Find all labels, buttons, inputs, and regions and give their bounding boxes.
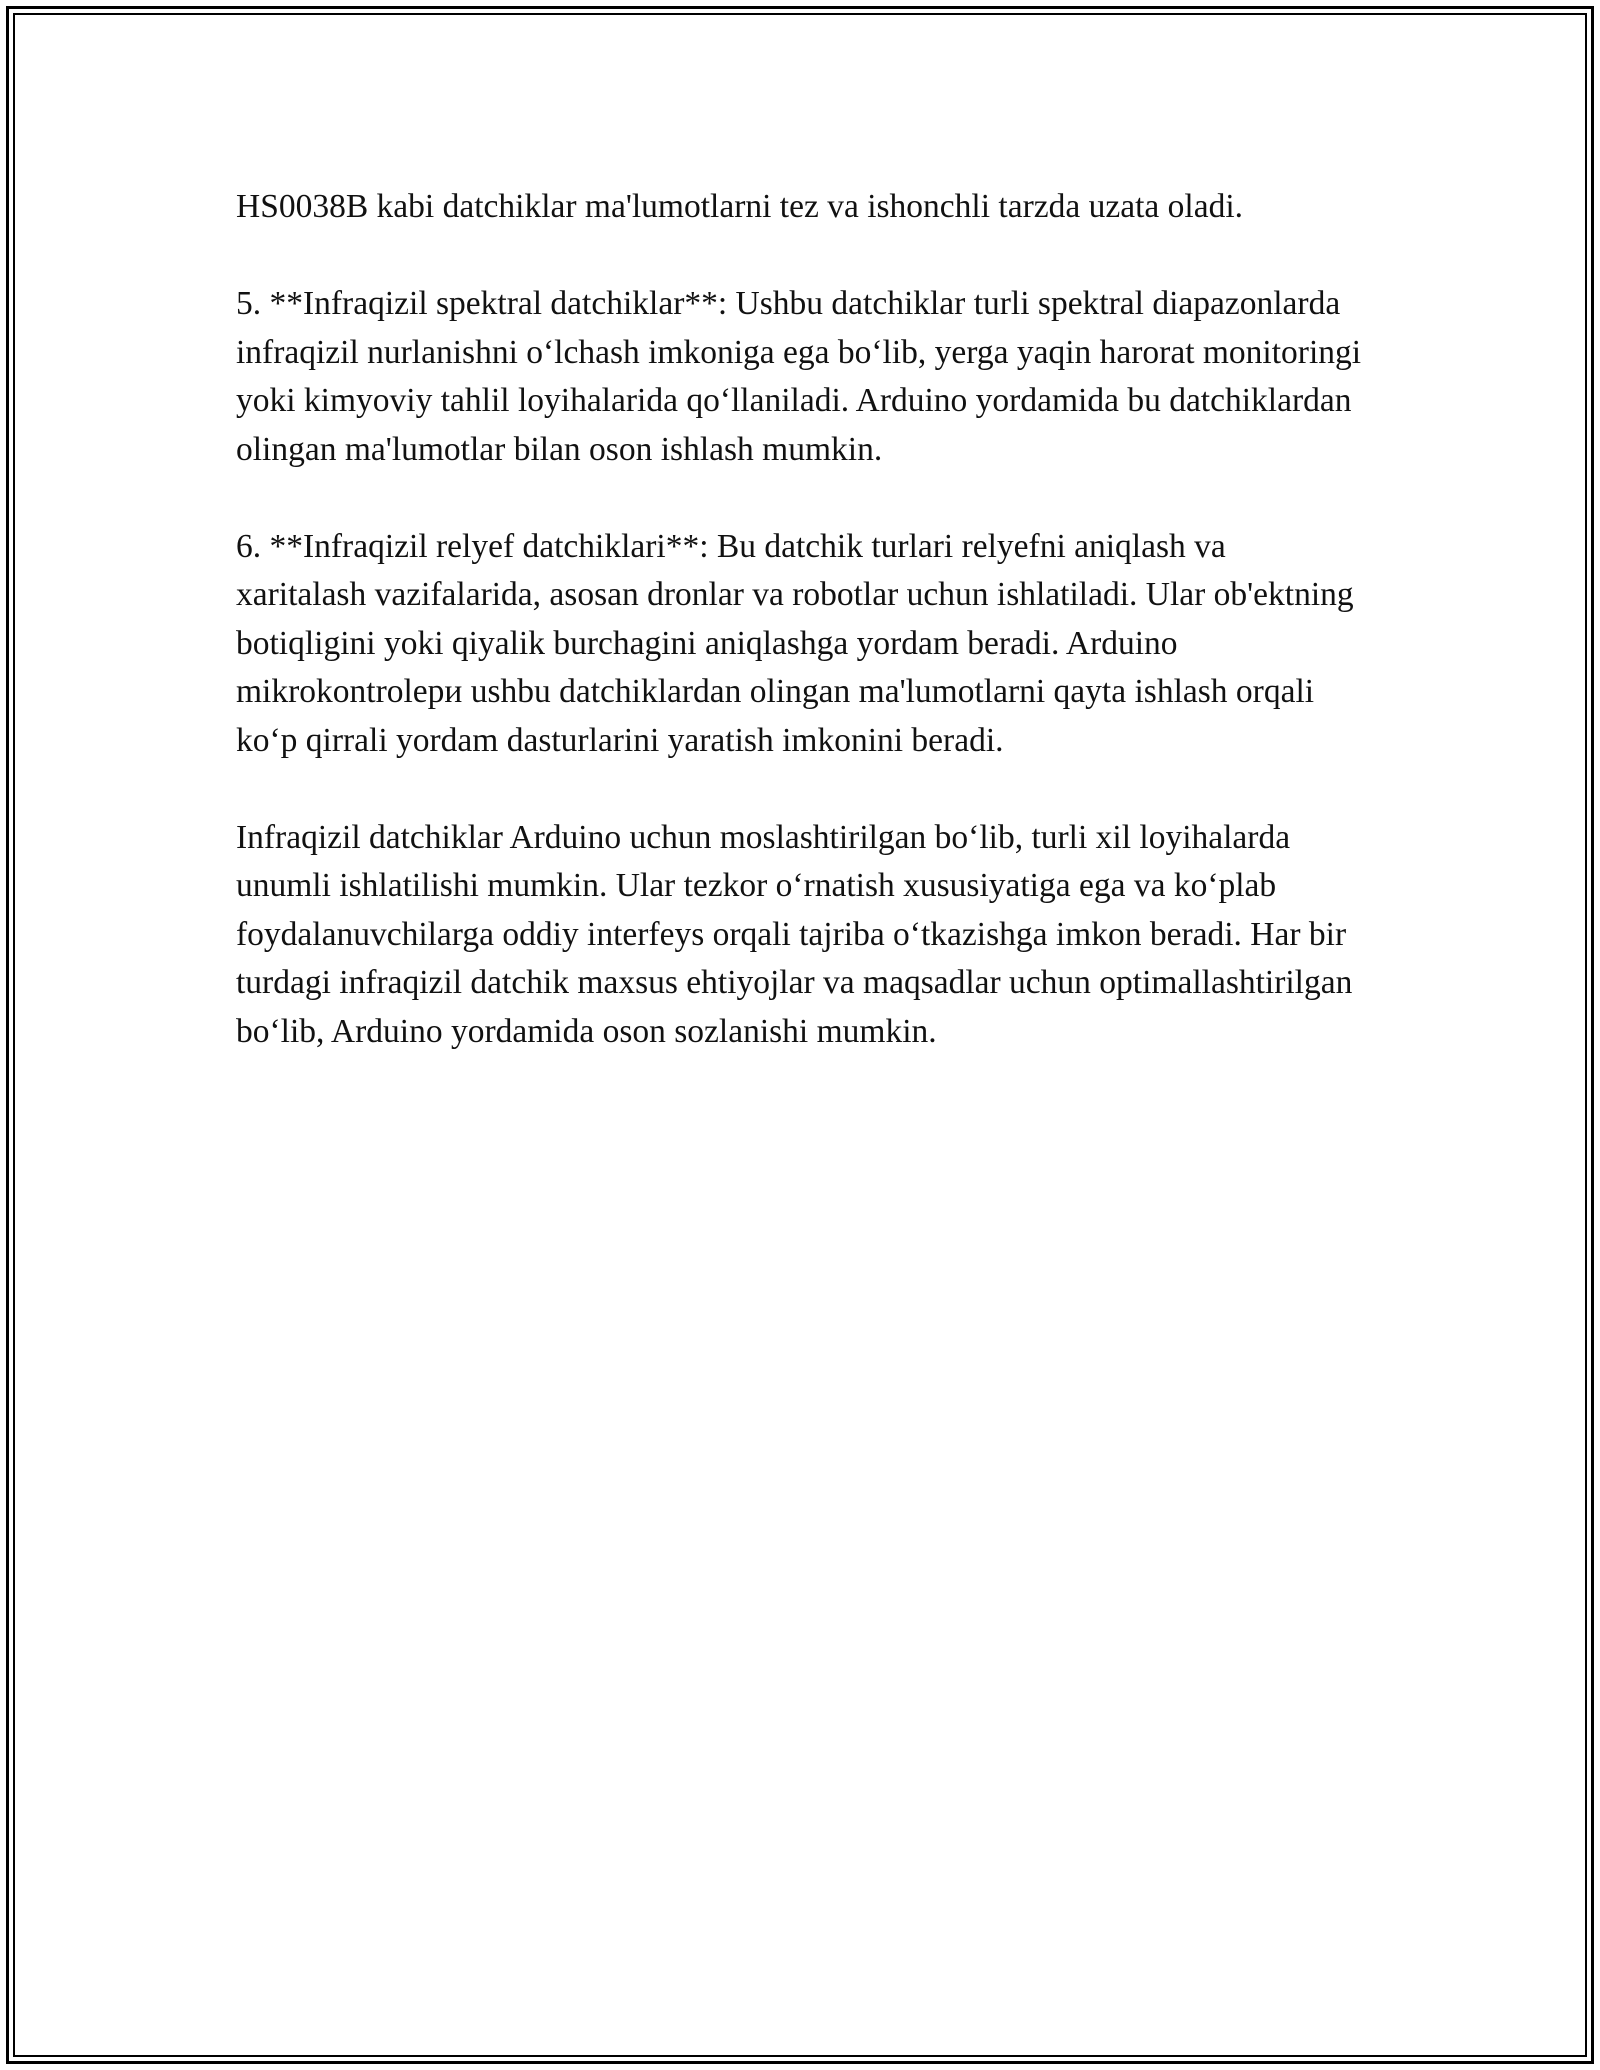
paragraph-spectral-sensors: 5. **Infraqizil spektral datchiklar**: Ushbu datchiklar turli spektral diapazonlarda infraqizil nurlanishni o‘lchash imkoniga ega bo‘lib, yerga yaqin harorat monitoringi yoki kimyoviy tahlil loyihalarida qo‘llaniladi. Arduino yordamida bu datchiklardan olingan ma'lumotlar bilan oson ishlash mumkin. bbox=[236, 285, 1362, 468]
document-body bbox=[236, 183, 1364, 1056]
paragraph-relief-sensors: 6. **Infraqizil relyef datchiklari**: Bu datchik turlari relyefni aniqlash va xaritalash vazifalarida, asosan dronlar va robotlar uchun ishlatiladi. Ular ob'ektning botiqligini yoki qiyalik burchagini aniqlashga yordam beradi. Arduino mikrokontrolepи ushbu datchiklardan olingan ma'lumotlarni qayta ishlash orqali ko‘p qirrali yordam dasturlarini yaratish imkonini beradi. bbox=[236, 527, 1354, 759]
paragraph-intro: HS0038B kabi datchiklar ma'lumotlarni tez va ishonchli tarzda uzata oladi. bbox=[236, 188, 1244, 225]
paragraph-conclusion: Infraqizil datchiklar Arduino uchun moslashtirilgan bo‘lib, turli xil loyihalarda unumli ishlatilishi mumkin. Ular tezkor o‘rnatish xususiyatiga ega va ko‘plab foydalanuvchilarga oddiy interfeys orqali tajriba o‘tkazishga imkon beradi. Har bir turdagi infraqizil datchik maxsus ehtiyojlar va maqsadlar uchun optimallashtirilgan bo‘lib, Arduino yordamida oson sozlanishi mumkin. bbox=[236, 818, 1353, 1050]
